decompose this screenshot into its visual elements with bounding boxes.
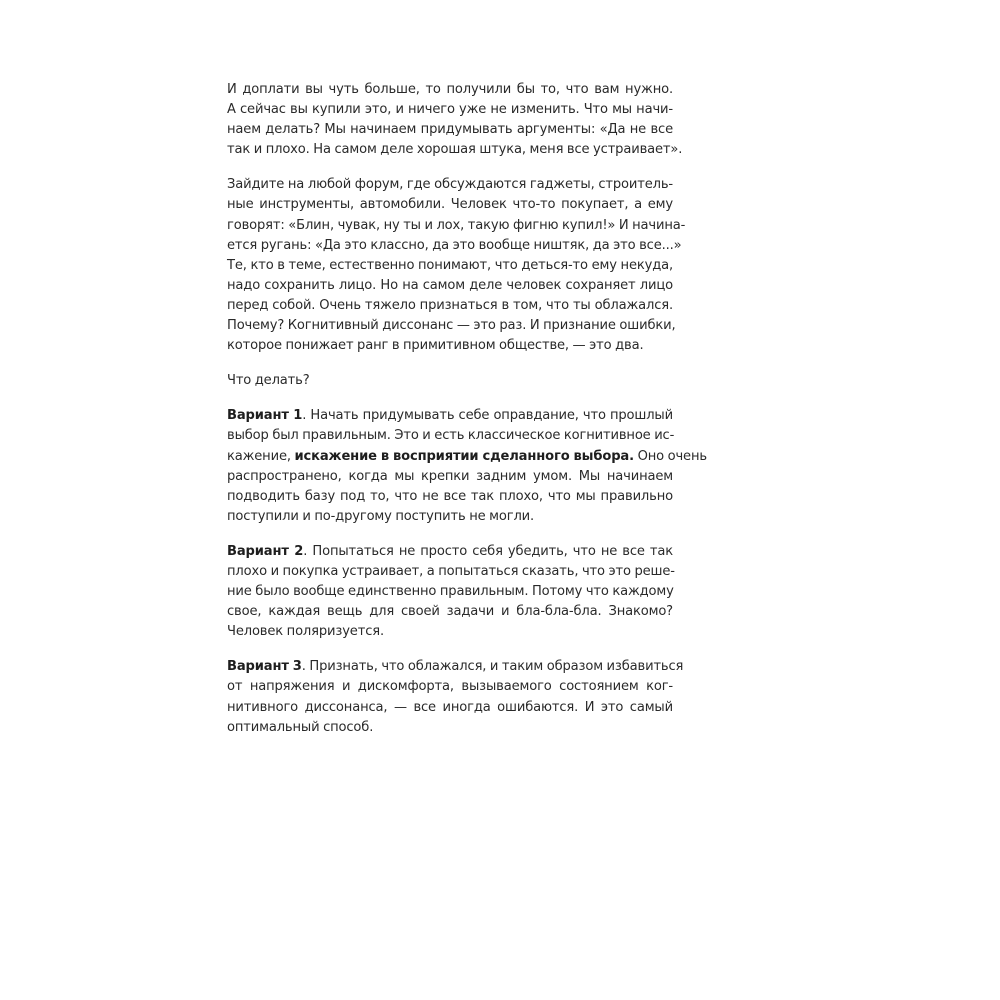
text-line: Зайдите на любой форум, где обсуждаются гаджеты, строитель- [227,177,673,193]
text-line: Те, кто в теме, естественно понимают, что деться-то ему некуда, [227,257,673,273]
text-line: Почему? Когнитивный диссонанс — это раз. И признание ошибки, [227,318,676,334]
text-line: ние было вообще единственно правильным. Потому что каждому [227,584,674,600]
variant-2-text: . Попытаться не просто себя убедить, что не все так [303,543,673,559]
text-line: поступили и по-другому поступить не могли. [227,508,535,524]
text-line: А сейчас вы купили это, и ничего уже не изменить. Что мы начи- [227,102,673,118]
text-line [227,447,707,467]
text-line: так и плохо. На самом деле хорошая штука, меня все устраивает». [227,142,683,158]
text-line: Человек поляризуется. [227,624,384,640]
text-line: перед собой. Очень тяжело признаться в том, что ты облажался. [227,297,673,313]
paragraph-variant-3 [227,657,684,737]
text-line [227,657,684,677]
text-line: ные инструменты, автомобили. Человек что-то покупает, а ему [227,197,673,213]
text-line: свое, каждая вещь для своей задачи и бла-бла-бла. Знакомо? [227,604,673,620]
variant-1-text: . Начать придумывать себе оправдание, что прошлый [302,408,673,424]
paragraph-forum [227,175,686,356]
variant-2-label: Вариант 2 [227,543,304,559]
text-line: Что делать? [227,373,310,389]
paragraph-variant-2 [227,542,673,642]
text-line: ется ругань: «Да это классно, да это вообще ништяк, да это все...» [227,237,682,253]
text-line: подводить базу под то, что не все так плохо, что мы правильно [227,488,673,504]
paragraph-question [227,371,673,391]
text-line [227,542,673,562]
bold-emphasis: искажение в восприятии сделанного выбора. [294,448,634,464]
text-line: надо сохранить лицо. Но на самом деле человек сохраняет лицо [227,277,673,293]
variant-1-label: Вариант 1 [227,408,303,424]
document-page [227,80,707,753]
paragraph-intro [227,80,683,160]
text-line: плохо и покупка устраивает, а попытаться сказать, что это реше- [227,563,675,579]
text-line: И доплати вы чуть больше, то получили бы то, что вам нужно. [227,82,673,97]
text-line: оптимальный способ. [227,719,374,735]
text-line: наем делать? Мы начинаем придумывать аргументы: «Да не все [227,122,673,138]
variant-3-label: Вариант 3 [227,659,302,675]
text-line: которое понижает ранг в примитивном обществе, — это два. [227,338,644,354]
text-line: распространено, когда мы крепки задним умом. Мы начинаем [227,468,673,484]
text-line: нитивного диссонанса, — все иногда ошибаются. И это самый [227,699,673,715]
variant-1-text: кажение, [227,448,295,464]
text-line: от напряжения и дискомфорта, вызываемого состоянием ког- [227,679,673,695]
variant-1-text: Оно очень [633,448,707,464]
text-line: выбор был правильным. Это и есть классическое когнитивное ис- [227,428,675,444]
text-line [227,406,673,426]
variant-3-text: . Признать, что облажался, и таким образом избавиться [301,659,684,675]
paragraph-variant-1 [227,406,707,527]
text-line: говорят: «Блин, чувак, ну ты и лох, такую фигню купил!» И начина- [227,217,686,233]
